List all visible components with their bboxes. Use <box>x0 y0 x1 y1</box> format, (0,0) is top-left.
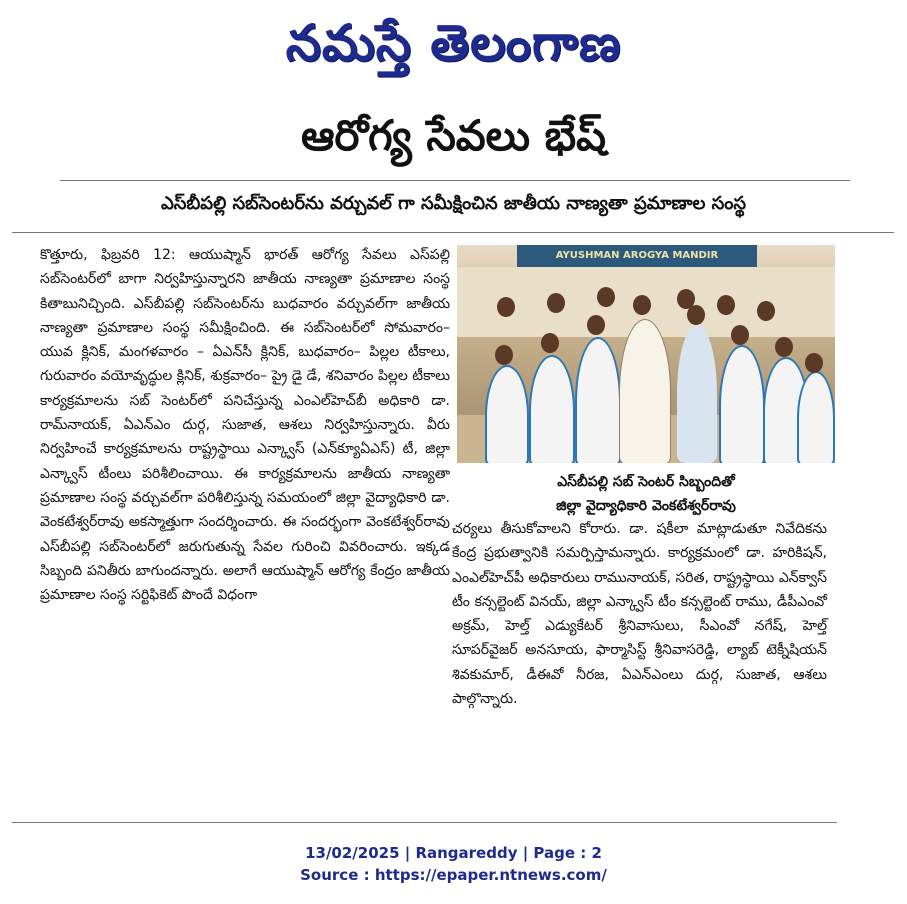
photo-caption <box>457 470 835 518</box>
article-right-column <box>452 517 827 711</box>
photo-sign: AYUSHMAN AROGYA MANDIR <box>517 245 757 267</box>
person-figure <box>677 325 717 463</box>
article-text-left: కొత్తూరు, ఫిబ్రవరి 12: ఆయుష్మాన్ భారత్ ఆరోగ్య సేవలు ఎస్‌పల్లి సబ్‌సెంటర్‌లో బాగా నిర్వహిస్తున్నారని జాతీయ నాణ్యతా ప్రమాణాల సంస్థ కితాబునిచ్చింది. ఎస్‌బీపల్లి సబ్‌సెంటర్‌ను బుధవారం వర్చువల్‌గా జాతీయ నాణ్యతా ప్రమాణాల సంస్థ సమీక్షించింది. ఈ సబ్‌సెంటర్‌లో సోమవారం– యువ క్లినిక్, మంగళవారం – ఏఎన్‌సీ క్లినిక్, బుధవారం– పిల్లల టీకాలు, గురువారం వయోవృద్ధుల క్లినిక్, శుక్రవారం– ప్రై డై డే, శనివారం పిల్లల టీకాలు కార్యక్రమాలను సబ్ సెంటర్‌లో పనిచేస్తున్న ఎంఎల్‌హెచ్‌బీ అధికారి డా. రామ్‌నాయక్, ఏఎన్ఎం దుర్గ, సుజాత, ఆశలు నిర్వహిస్తున్నారు. వీరు నిర్వహించే కార్యక్రమాలను రాష్ట్రస్థాయి ఎన్క్వాస్ (ఎన్‌క్యూఏఎస్) టీ, జిల్లా ఎన్క్వాస్ టీంలు పరిశీలించాయి. ఈ కార్యక్రమాలను జాతీయ నాణ్యతా ప్రమాణాల సంస్థ వర్చువల్‌గా పరిశీలిస్తున్న సమయంలో జిల్లా వైద్యాధికారి డా. వెంకటేశ్వర్‌రావు అకస్మాత్తుగా సందర్శించారు. ఈ సందర్భంగా వెంకటేశ్వర్‌రావు ఎస్‌బీపల్లి సబ్‌సెంటర్‌లో జరుగుతున్న సేవల గురించి వివరించారు. ఇక్కడ సిబ్బంది పనితీరు బాగుందన్నారు. అలాగే ఆయుష్మాన్ ఆరోగ్య కేంద్రం జాతీయ ప్రమాణాల సంస్థ సర్టిఫికెట్ పొందే విధంగా <box>40 247 450 604</box>
caption-line-2: జిల్లా వైద్యాధికారి వెంకటేశ్వర్‌రావు <box>556 498 736 514</box>
person-head <box>731 325 749 345</box>
masthead-title: నమస్తే తెలంగాణ <box>285 14 622 72</box>
footer-date-page: 13/02/2025 | Rangareddy | Page : 2 <box>305 844 602 862</box>
person-head <box>597 287 615 307</box>
person-figure <box>797 371 835 463</box>
article-left-column <box>40 243 450 607</box>
divider <box>12 232 894 233</box>
subheadline: ఎస్‌బీపల్లి సబ్‌సెంటర్‌ను వర్చువల్ గా సమీక్షించిన జాతీయ నాణ్యతా ప్రమాణాల సంస్థ <box>160 193 747 214</box>
divider <box>60 180 850 181</box>
headline: ఆరోగ్య సేవలు భేష్ <box>300 111 607 160</box>
person-figure <box>529 355 575 463</box>
news-photo <box>457 245 835 463</box>
person-figure <box>575 337 621 463</box>
person-head <box>587 315 605 335</box>
person-figure <box>485 365 529 463</box>
footer <box>0 842 907 886</box>
person-head <box>717 295 735 315</box>
person-head <box>757 301 775 321</box>
person-head <box>687 305 705 325</box>
person-head <box>497 297 515 317</box>
person-head <box>775 337 793 357</box>
person-head <box>547 293 565 313</box>
article-text-right: చర్యలు తీసుకోవాలని కోరారు. డా. షకీలా మాట్లాడుతూ నివేదికను కేంద్ర ప్రభుత్వానికి సమర్పిస్తామన్నారు. కార్యక్రమంలో డా. హరికిషన్, ఎంఎల్‌హెచ్‌పీ అధికారులు రామునాయక్, సరిత, రాష్ట్రస్థాయి ఎన్‌క్వాస్ టీం కన్సల్టెంట్ వినయ్, జిల్లా ఎన్క్వాస్ టీం కన్సల్టెంట్ రాము, డీపీఎంవో అక్రమ్, హెల్త్ ఎడ్యుకేటర్ శ్రీనివాసులు, సీఎంవో నగేష్, హెల్త్ సూపర్‌వైజర్ అనసూయ, ఫార్మాసిస్ట్ శ్రీనివాసరెడ్డి, ల్యాబ్ టెక్నీషియన్ శివకుమార్, డీఈవో నీరజ, ఏఎన్‌ఎంలు దుర్గ, సుజాత, ఆశలు పాల్గొన్నారు. <box>452 521 827 708</box>
person-head <box>805 353 823 373</box>
footer-source: Source : https://epaper.ntnews.com/ <box>300 866 607 884</box>
person-figure <box>619 319 671 463</box>
person-head <box>541 333 559 353</box>
caption-line-1: ఎస్‌బీపల్లి సబ్ సెంటర్ సిబ్బందితో <box>557 474 735 490</box>
person-figure <box>719 345 765 463</box>
person-head <box>495 345 513 365</box>
divider <box>12 822 837 823</box>
person-head <box>633 295 651 315</box>
